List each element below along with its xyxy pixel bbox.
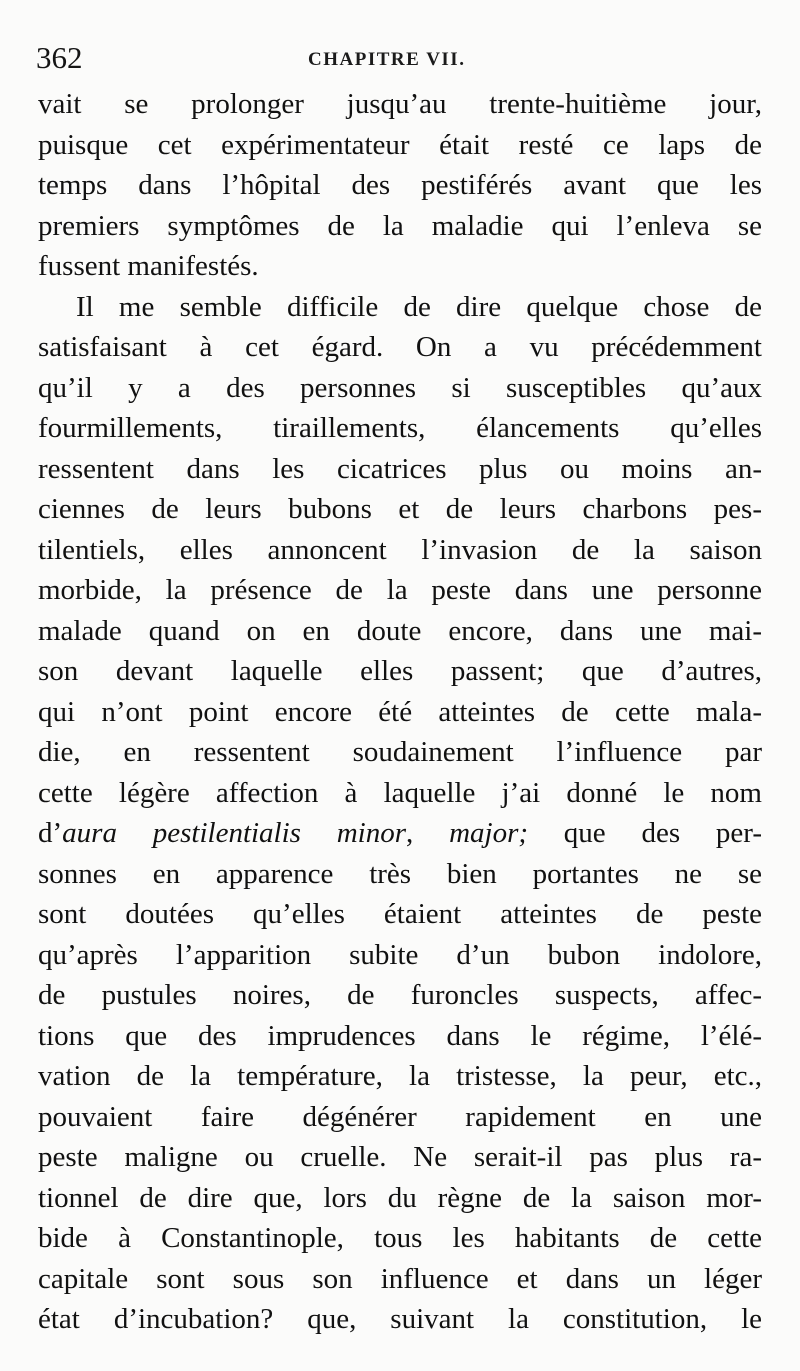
italic-term-minor: aura pestilentialis minor — [62, 817, 407, 849]
text-line: satisfaisant à cet égard. On a vu précédemment — [38, 331, 762, 363]
text-line: tions que des imprudences dans le régime, l’élé- — [38, 1019, 762, 1052]
text-line-paragraph-end: fussent manifestés. — [38, 250, 259, 282]
page-header — [36, 38, 766, 78]
text-line: premiers symptômes de la maladie qui l’enleva se — [38, 209, 762, 242]
line-middle: , — [406, 817, 450, 849]
text-line: tilentiels, elles annoncent l’invasion de la saison — [38, 533, 762, 566]
text-line: die, en ressentent soudainement l’influence par — [38, 736, 762, 768]
text-line: son devant laquelle elles passent; que d’autres, — [38, 655, 762, 687]
page-number: 362 — [36, 40, 83, 75]
line-suffix: que des per- — [528, 817, 762, 849]
text-line-paragraph-start: Il me semble difficile de dire quelque chose de — [76, 290, 762, 323]
text-line: pouvaient faire dégénérer rapidement en une — [38, 1100, 762, 1133]
body-text — [38, 84, 762, 1340]
text-line: état d’incubation? que, suivant la constitution, le — [38, 1303, 762, 1335]
italic-term-major: major; — [449, 817, 529, 849]
text-line: malade quand on en doute encore, dans une mai- — [38, 614, 762, 647]
text-line: fourmillements, tiraillements, élancements qu’elles — [38, 412, 762, 444]
text-line: capitale sont sous son influence et dans un léger — [38, 1262, 762, 1295]
text-line: tionnel de dire que, lors du règne de la saison mor- — [38, 1181, 762, 1214]
text-line: vation de la température, la tristesse, la peur, etc., — [38, 1060, 762, 1092]
text-line: de pustules noires, de furoncles suspects, affec- — [38, 979, 762, 1011]
text-line: peste maligne ou cruelle. Ne serait-il pas plus ra- — [38, 1141, 762, 1173]
text-line: cette légère affection à laquelle j’ai donné le nom — [38, 776, 762, 809]
text-line: bide à Constantinople, tous les habitants de cette — [38, 1222, 762, 1254]
text-line: vait se prolonger jusqu’au trente-huitième jour, — [38, 88, 762, 120]
text-line: ciennes de leurs bubons et de leurs charbons pes- — [38, 493, 762, 525]
text-line: temps dans l’hôpital des pestiférés avant que les — [38, 169, 762, 201]
text-line: puisque cet expérimentateur était resté ce laps de — [38, 128, 762, 161]
text-line: qu’après l’apparition subite d’un bubon indolore, — [38, 938, 762, 971]
line-prefix: d’ — [38, 817, 63, 849]
text-line: sont doutées qu’elles étaient atteintes de peste — [38, 898, 762, 930]
text-line: morbide, la présence de la peste dans une personne — [38, 574, 762, 606]
text-line: qu’il y a des personnes si susceptibles qu’aux — [38, 371, 762, 404]
text-line: sonnes en apparence très bien portantes ne se — [38, 857, 762, 890]
text-line: qui n’ont point encore été atteintes de cette mala- — [38, 695, 762, 728]
running-head: CHAPITRE VII. — [308, 49, 466, 70]
text-line-with-italics — [38, 813, 762, 854]
text-line: ressentent dans les cicatrices plus ou moins an- — [38, 452, 762, 485]
